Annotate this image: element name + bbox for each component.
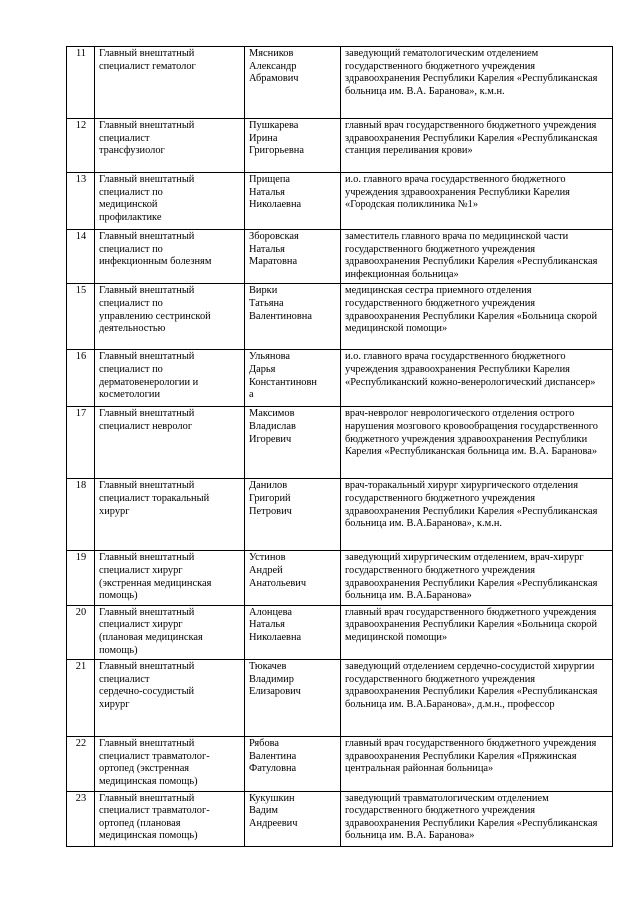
specialist-workplace: заведующий гематологическим отделением государственного бюджетного учреждения здравоохранения Республики Карелия «Республиканская больница им. В.А. Баранова», к.м.н. bbox=[341, 47, 613, 119]
row-number: 14 bbox=[67, 230, 95, 284]
table-row bbox=[67, 479, 613, 551]
table-row bbox=[67, 47, 613, 119]
specialist-name: Максимов Владислав Игоревич bbox=[245, 407, 341, 479]
specialist-position: Главный внештатный специалист по медицинской профилактике bbox=[95, 173, 245, 230]
specialist-position: Главный внештатный специалист по инфекционным болезням bbox=[95, 230, 245, 284]
row-number: 15 bbox=[67, 284, 95, 350]
specialist-workplace: заместитель главного врача по медицинской части государственного бюджетного учреждения здравоохранения Республики Карелия «Республиканская инфекционная больница» bbox=[341, 230, 613, 284]
row-number: 16 bbox=[67, 350, 95, 407]
specialist-position: Главный внештатный специалист трансфузиолог bbox=[95, 119, 245, 173]
specialist-workplace: заведующий хирургическим отделением, врач-хирург государственного бюджетного учреждения здравоохранения Республики Карелия «Республиканская больница им. В.А.Баранова» bbox=[341, 551, 613, 605]
table-row bbox=[67, 605, 613, 659]
specialist-name: Кукушкин Вадим Андреевич bbox=[245, 791, 341, 846]
table-row bbox=[67, 284, 613, 350]
specialist-name: Рябова Валентина Фатуловна bbox=[245, 737, 341, 791]
specialist-position: Главный внештатный специалист хирург (экстренная медицинская помощь) bbox=[95, 551, 245, 605]
specialist-name: Ульянова Дарья Константиновн а bbox=[245, 350, 341, 407]
row-number: 18 bbox=[67, 479, 95, 551]
specialist-name: Пушкарева Ирина Григорьевна bbox=[245, 119, 341, 173]
specialist-position: Главный внештатный специалист травматолог- ортопед (плановая медицинская помощь) bbox=[95, 791, 245, 846]
row-number: 22 bbox=[67, 737, 95, 791]
table-row bbox=[67, 350, 613, 407]
specialist-position: Главный внештатный специалист по дерматовенерологии и косметологии bbox=[95, 350, 245, 407]
specialist-position: Главный внештатный специалист хирург (плановая медицинская помощь) bbox=[95, 605, 245, 659]
specialist-workplace: главный врач государственного бюджетного учреждения здравоохранения Республики Карелия «Пряжинская центральная районная больница» bbox=[341, 737, 613, 791]
table-row bbox=[67, 407, 613, 479]
specialists-table-body bbox=[67, 47, 613, 847]
row-number: 12 bbox=[67, 119, 95, 173]
row-number: 13 bbox=[67, 173, 95, 230]
specialist-name: Алонцева Наталья Николаевна bbox=[245, 605, 341, 659]
row-number: 11 bbox=[67, 47, 95, 119]
table-row bbox=[67, 791, 613, 846]
specialist-name: Устинов Андрей Анатольевич bbox=[245, 551, 341, 605]
specialist-workplace: врач-невролог неврологического отделения острого нарушения мозгового кровообращения государственного бюджетного учреждения здравоохранения Республики Карелия «Республиканская больница им. В.А. Баранова» bbox=[341, 407, 613, 479]
row-number: 21 bbox=[67, 660, 95, 737]
row-number: 19 bbox=[67, 551, 95, 605]
specialist-position: Главный внештатный специалист по управлению сестринской деятельностью bbox=[95, 284, 245, 350]
table-row bbox=[67, 551, 613, 605]
specialist-position: Главный внештатный специалист травматолог- ортопед (экстренная медицинская помощь) bbox=[95, 737, 245, 791]
specialist-name: Мясников Александр Абрамович bbox=[245, 47, 341, 119]
specialist-name: Прищепа Наталья Николаевна bbox=[245, 173, 341, 230]
specialists-table bbox=[66, 46, 613, 847]
specialist-name: Вирки Татьяна Валентиновна bbox=[245, 284, 341, 350]
specialist-name: Данилов Григорий Петрович bbox=[245, 479, 341, 551]
specialist-position: Главный внештатный специалист торакальный хирург bbox=[95, 479, 245, 551]
row-number: 20 bbox=[67, 605, 95, 659]
specialist-position: Главный внештатный специалист невролог bbox=[95, 407, 245, 479]
table-row bbox=[67, 737, 613, 791]
table-row bbox=[67, 119, 613, 173]
specialist-workplace: медицинская сестра приемного отделения государственного бюджетного учреждения здравоохранения Республики Карелия «Больница скорой медицинской помощи» bbox=[341, 284, 613, 350]
specialist-workplace: и.о. главного врача государственного бюджетного учреждения здравоохранения Республики Карелия «Городская поликлиника №1» bbox=[341, 173, 613, 230]
table-row bbox=[67, 173, 613, 230]
specialist-name: Зборовская Наталья Маратовна bbox=[245, 230, 341, 284]
row-number: 17 bbox=[67, 407, 95, 479]
specialist-workplace: врач-торакальный хирург хирургического отделения государственного бюджетного учреждения здравоохранения Республики Карелия «Республиканская больница им. В.А.Баранова», к.м.н. bbox=[341, 479, 613, 551]
specialist-workplace: заведующий отделением сердечно-сосудистой хирургии государственного бюджетного учреждения здравоохранения Республики Карелия «Республиканская больница им. В.А.Баранова», д.м.н., профессор bbox=[341, 660, 613, 737]
specialist-workplace: главный врач государственного бюджетного учреждения здравоохранения Республики Карелия «Больница скорой медицинской помощи» bbox=[341, 605, 613, 659]
specialist-position: Главный внештатный специалист сердечно-сосудистый хирург bbox=[95, 660, 245, 737]
specialist-workplace: заведующий травматологическим отделением государственного бюджетного учреждения здравоохранения Республики Карелия «Республиканская больница им. В.А. Баранова» bbox=[341, 791, 613, 846]
table-row bbox=[67, 660, 613, 737]
specialist-workplace: главный врач государственного бюджетного учреждения здравоохранения Республики Карелия «Республиканская станция переливания крови» bbox=[341, 119, 613, 173]
specialist-workplace: и.о. главного врача государственного бюджетного учреждения здравоохранения Республики Карелия «Республиканский кожно-венерологический диспансер» bbox=[341, 350, 613, 407]
specialist-name: Тюкачев Владимир Елизарович bbox=[245, 660, 341, 737]
row-number: 23 bbox=[67, 791, 95, 846]
table-row bbox=[67, 230, 613, 284]
specialist-position: Главный внештатный специалист гематолог bbox=[95, 47, 245, 119]
